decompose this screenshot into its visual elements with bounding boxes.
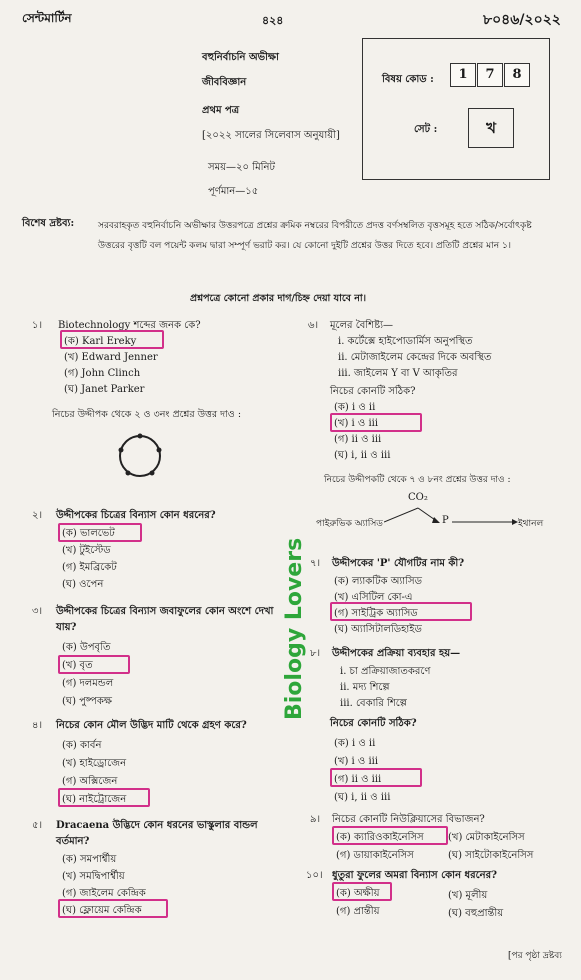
q7-option-c: (গ) সাইট্রিক অ্যাসিড [334, 608, 418, 619]
answer-mark [58, 523, 142, 542]
time: সময়—২০ মিনিট [208, 162, 275, 173]
diagram-ring [120, 436, 160, 476]
q8-stmt-ii: ii. মদ্য শিল্পে [340, 682, 390, 693]
q3-option-a: (ক) উপবৃতি [62, 642, 111, 653]
reaction-p: P [442, 515, 449, 526]
q3-text-cont: যায়? [56, 622, 77, 633]
marks: পূর্ণমান—১৫ [208, 186, 259, 197]
q7-option-b: (খ) এসিটিল কো-এ [334, 592, 413, 603]
q4-option-a: (ক) কার্বন [62, 740, 102, 751]
dash-note: প্রশ্নপত্রে কোনো প্রকার দাগ/চিহ্ন দেয়া যাবে না। [190, 293, 367, 304]
answer-mark [332, 882, 392, 901]
q6-stmt-i: i. কর্টেক্সে হাইপোডার্মিস অনুপস্থিত [338, 336, 473, 347]
code-digit: 7 [477, 63, 503, 87]
diagram-dot [119, 448, 124, 453]
stimulus-2: নিচের উদ্দীপকটি থেকে ৭ ও ৮নং প্রশ্নের উত্তর দাও : [324, 475, 511, 485]
q6-option-a: (ক) i ও ii [334, 402, 376, 413]
q7-option-a: (ক) ল্যাকটিক অ্যাসিড [334, 576, 422, 587]
q3-option-c: (গ) দলমন্ডল [62, 678, 114, 689]
reaction-right: ইথানল [518, 519, 544, 529]
watermark: Biology Lovers [282, 537, 307, 720]
stimulus-1: নিচের উদ্দীপক থেকে ২ ও ৩নং প্রশ্নের উত্তর দাও : [52, 409, 242, 420]
notice-heading: বিশেষ দ্রষ্টব্য: [22, 218, 75, 229]
notice-text: সরবরাহকৃত বহুনির্বাচনি অভীক্ষার উত্তরপত্রে প্রশ্নের ক্রমিক নম্বরের বিপরীতে প্রদত্ত বর্ণসম্বলিত বৃত্তসমূহ হতে সঠিক/সর্বোৎকৃষ্ট উত্তরের বৃত্তটি বল পয়েন্ট কলম দ্বারা সম্পূর্ণ ভরাট কর। যে কোনো দুইটি প্রশ্নের উত্তর দিতে হবে। প্রতিটি প্রশ্নের মান ১। [98, 221, 532, 251]
q3-option-d: (ঘ) পুষ্পকক্ষ [62, 696, 112, 707]
q6-option-c: (গ) ii ও iii [334, 434, 382, 445]
arrow-head [512, 519, 518, 525]
q6-num: ৬। [308, 320, 319, 331]
reaction-co2: CO₂ [408, 492, 428, 503]
q2-option-d: (ঘ) ওপেন [62, 579, 104, 590]
q9-text: নিচের কোনটি নিউক্লিয়াসের বিভাজন? [332, 814, 485, 825]
arrow-head [432, 517, 440, 523]
q1-text: Biotechnology শব্দের জনক কে? [58, 320, 201, 331]
diagram-dot [157, 448, 162, 453]
answer-mark [330, 768, 422, 787]
answer-mark [60, 330, 164, 349]
set-label: সেট : [414, 124, 438, 135]
reaction-left: পাইরুভিক অ্যাসিড [316, 519, 383, 529]
q6-ask: নিচের কোনটি সঠিক? [330, 386, 416, 397]
q9-option-d: (ঘ) সাইটোকাইনেসিস [448, 850, 534, 861]
code-digit: 1 [450, 63, 476, 87]
q4-text: নিচের কোন মৌল উদ্ভিদ মাটি থেকে গ্রহণ করে? [56, 720, 247, 731]
q5-option-c: (গ) জাইলেম কেন্দ্রিক [62, 888, 146, 899]
q9-option-b: (খ) মেটাকাইনেসিস [448, 832, 525, 843]
page-footer: [পর পৃষ্ঠা দ্রষ্টব্য [508, 951, 562, 961]
q8-option-a: (ক) i ও ii [334, 738, 376, 749]
q5-text: Dracaena উদ্ভিদে কোন ধরনের ভাস্কুলার বান্ডল [56, 820, 258, 831]
q5-num: ৫। [32, 820, 43, 831]
q8-stmt-i: i. চা প্রক্রিয়াজাতকরণে [340, 666, 431, 677]
q5-option-a: (ক) সমপার্শ্বীয় [62, 854, 117, 865]
q10-option-d: (ঘ) বহুপ্রান্তীয় [448, 908, 504, 919]
q6-text: মূলের বৈশিষ্ট্য— [330, 320, 393, 331]
q7-text: উদ্দীপকের 'P' যৌগটির নাম কী? [332, 558, 465, 569]
q10-text: ধুতুরা ফুলের অমরা বিন্যাস কোন ধরনের? [332, 870, 497, 881]
syllabus: [২০২২ সালের সিলেবাস অনুযায়ী] [202, 130, 340, 141]
answer-mark [330, 413, 422, 432]
q5-option-b: (খ) সমদ্বিপার্শ্বীয় [62, 871, 125, 882]
q1-option-c: (গ) John Clinch [64, 368, 141, 379]
q1-option-a: (ক) Karl Ereky [64, 336, 137, 347]
q8-stmt-iii: iii. বেকারি শিল্পে [340, 698, 407, 709]
diagram-dot [150, 471, 155, 476]
code-digit: 8 [504, 63, 530, 87]
paper: প্রথম পত্র [202, 105, 240, 116]
q2-option-a: (ক) ভালভেট [62, 528, 115, 539]
q5-option-d: (ঘ) ফ্লোয়েম কেন্দ্রিক [62, 905, 142, 916]
answer-mark [332, 826, 448, 845]
q4-option-b: (খ) হাইড্রোজেন [62, 758, 127, 769]
page-number: ৪২৪ [262, 14, 284, 27]
q1-option-b: (খ) Edward Jenner [64, 352, 158, 363]
subject: জীববিজ্ঞান [202, 77, 247, 88]
q6-option-d: (ঘ) i, ii ও iii [334, 450, 391, 461]
diagram-dot [126, 471, 131, 476]
q8-num: ৮। [310, 648, 321, 659]
header-right: ৮০৪৬/২০২২ [483, 12, 561, 28]
q7-option-d: (ঘ) অ্যাসিটালডিহাইড [334, 624, 422, 635]
q5-text-cont: বর্তমান? [56, 836, 90, 847]
q3-text: উদ্দীপকের চিত্রের বিন্যাস জবাফুলের কোন অংশে দেখা [56, 606, 274, 617]
q8-option-b: (খ) i ও iii [334, 756, 379, 767]
q7-num: ৭। [310, 558, 321, 569]
q6-stmt-ii: ii. মেটাজাইলেম কেন্দ্রের দিকে অবস্থিত [338, 352, 492, 363]
set-value: খ [468, 108, 514, 148]
answer-mark [330, 602, 472, 621]
q9-num: ৯। [310, 814, 321, 825]
q9-option-a: (ক) ক্যারিওকাইনেসিস [336, 832, 424, 843]
q4-option-d: (ঘ) নাইট্রোজেন [62, 794, 127, 805]
q2-option-b: (খ) টুইস্টেড [62, 545, 111, 556]
valvate-diagram [112, 428, 168, 484]
q6-option-b: (খ) i ও iii [334, 418, 379, 429]
q3-option-b: (খ) বৃত [62, 660, 93, 671]
q1-num: ১। [32, 320, 43, 331]
q4-option-c: (গ) অক্সিজেন [62, 776, 118, 787]
q9-option-c: (গ) ডায়াকাইনেসিস [336, 850, 414, 861]
q10-option-a: (ক) অক্ষীয় [336, 888, 380, 899]
diagram-dot [138, 434, 143, 439]
q8-option-d: (ঘ) i, ii ও iii [334, 792, 391, 803]
answer-mark [58, 899, 168, 918]
q10-num: ১০। [306, 870, 323, 881]
q1-option-d: (ঘ) Janet Parker [64, 384, 145, 395]
arrow-line [384, 508, 418, 522]
q2-text: উদ্দীপকের চিত্রের বিন্যাস কোন ধরনের? [56, 510, 216, 521]
code-set-box [362, 38, 550, 180]
q2-num: ২। [32, 510, 43, 521]
q8-option-c: (গ) ii ও iii [334, 774, 382, 785]
q8-ask: নিচের কোনটি সঠিক? [330, 718, 417, 729]
reaction-arrows [384, 500, 524, 530]
q6-stmt-iii: iii. জাইলেম Y বা V আকৃতির [338, 368, 458, 379]
exam-type: বহুনির্বাচনি অভীক্ষা [202, 52, 279, 63]
q8-text: উদ্দীপকের প্রক্রিয়া ব্যবহার হয়— [332, 648, 461, 659]
q10-option-c: (গ) প্রান্তীয় [336, 906, 380, 917]
code-label: বিষয় কোড : [382, 74, 434, 85]
answer-mark [58, 788, 150, 807]
q10-option-b: (খ) মূলীয় [448, 890, 488, 901]
q4-num: ৪। [32, 720, 43, 731]
q2-option-c: (গ) ইমব্রিকেট [62, 562, 117, 573]
q3-num: ৩। [32, 606, 43, 617]
header-left: সেন্টমার্টিন [22, 11, 72, 25]
answer-mark [58, 655, 130, 674]
